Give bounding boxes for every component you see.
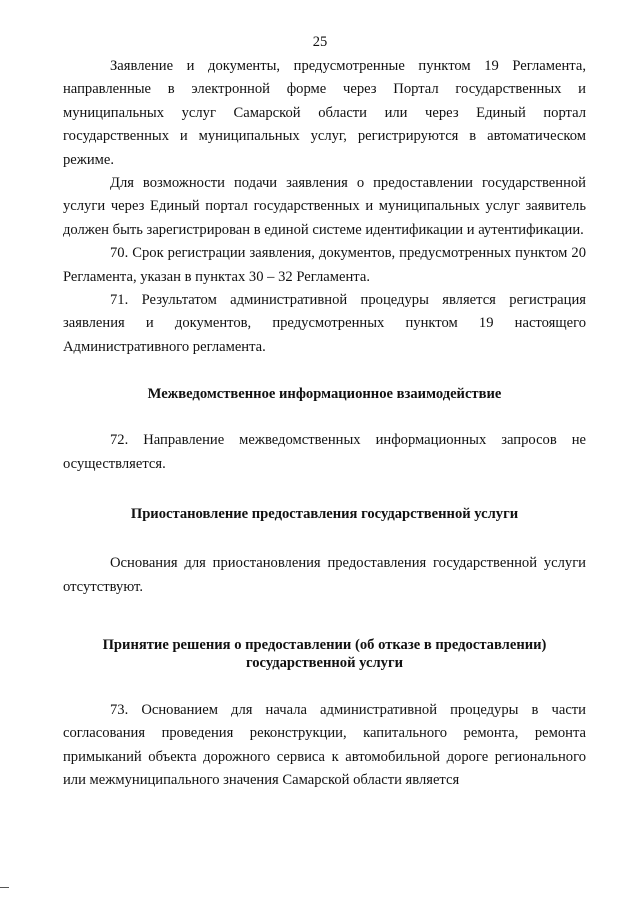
page-number: 25 xyxy=(312,34,328,50)
paragraph-73-procedure-grounds: 73. Основанием для начала административной процедуры в части согласования проведения реконструкции, капитального ремонта, ремонта примыканий объекта дорожного сервиса к автомобильной дороге регионального или межмуниципального значения Самарской области является xyxy=(63,701,586,789)
section-heading-decision-line2: государственной услуги xyxy=(245,654,404,671)
document-body xyxy=(63,55,586,793)
paragraph-70-registration-term: 70. Срок регистрации заявления, документов, предусмотренных пунктом 20 Регламента, указан в пунктах 30 – 32 Регламента. xyxy=(63,245,586,285)
scan-edge-mark xyxy=(0,887,9,888)
section-heading-decision xyxy=(63,636,586,672)
paragraph-unified-portal-requirement: Для возможности подачи заявления о предоставлении государственной услуги через Единый портал государственных и муниципальных услуг заявитель должен быть зарегистрирован в единой системе идентификации и аутентификации. xyxy=(63,175,586,238)
paragraph-suspension-grounds: Основания для приостановления предоставления государственной услуги отсутствуют. xyxy=(63,555,586,595)
section-heading-decision-line1: Принятие решения о предоставлении (об отказе в предоставлении) xyxy=(102,636,547,653)
section-heading-suspension: Приостановление предоставления государственной услуги xyxy=(130,506,519,523)
paragraph-electronic-registration: Заявление и документы, предусмотренные пунктом 19 Регламента, направленные в электронной форме через Портал государственных и муниципальных услуг Самарской области или через Единый портал государственных и муниципальных услуг, регистрируются в автоматическом режиме. xyxy=(63,58,586,168)
paragraph-71-procedure-result: 71. Результатом административной процедуры является регистрация заявления и документов, предусмотренных пунктом 19 настоящего Административного регламента. xyxy=(63,292,586,355)
paragraph-72-interagency-requests: 72. Направление межведомственных информационных запросов не осуществляется. xyxy=(63,432,586,472)
section-heading-interagency: Межведомственное информационное взаимодействие xyxy=(147,386,502,403)
